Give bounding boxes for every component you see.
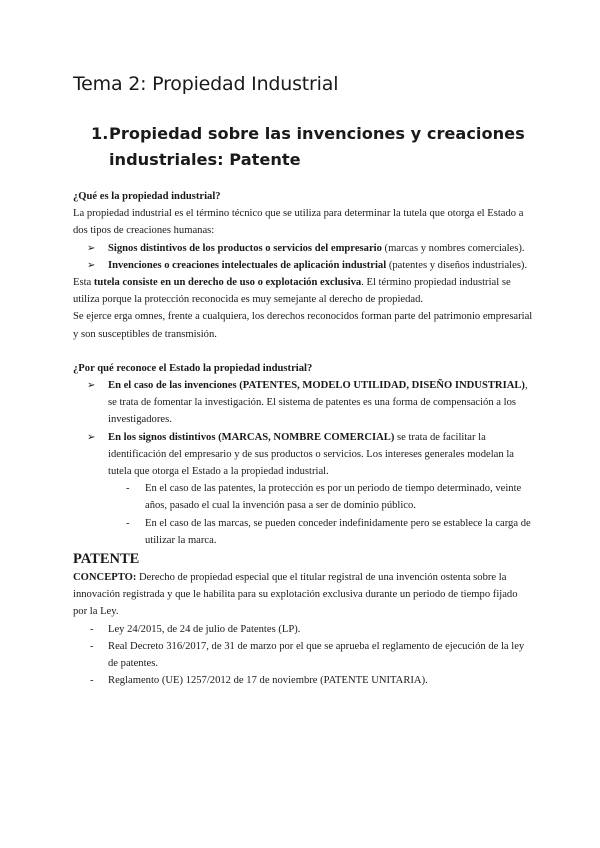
list-item bbox=[73, 257, 533, 274]
item-text: se trata de facilitar la identificación del empresario y de sus productos o servicios. Los intereses generales modelan la tutela que otorga el Estado a la propiedad industrial. bbox=[108, 431, 514, 478]
item-bold-text: En los signos distintivos (MARCAS, NOMBRE COMERCIAL) bbox=[108, 431, 395, 443]
arrow-bullet-icon: ➢ bbox=[87, 380, 96, 392]
list-item bbox=[73, 240, 533, 257]
item-text: En el caso de las marcas, se pueden conceder indefinidamente pero se establece la carga de utilizar la marca. bbox=[145, 517, 531, 546]
arrow-bullet-icon: ➢ bbox=[87, 259, 96, 271]
list-item bbox=[73, 429, 533, 481]
list-item bbox=[73, 480, 533, 514]
bold-run: tutela consiste en un derecho de uso o explotación exclusiva bbox=[93, 277, 362, 289]
document-body bbox=[73, 188, 533, 689]
q1-intro: La propiedad industrial es el término técnico que se utiliza para determinar la tutela que otorga el Estado a dos tipos de creaciones humanas: bbox=[73, 208, 524, 237]
section-title: Propiedad sobre las invenciones y creaciones industriales: Patente bbox=[109, 124, 525, 169]
item-bold-text: Invenciones o creaciones intelectuales de aplicación industrial bbox=[108, 259, 387, 271]
page-title: Tema 2: Propiedad Industrial bbox=[73, 73, 339, 95]
list-item bbox=[73, 515, 533, 549]
dash-bullet-icon: - bbox=[90, 640, 94, 652]
q1-list bbox=[73, 240, 533, 274]
item-text: (marcas y nombres comerciales). bbox=[381, 242, 525, 254]
q2-list bbox=[73, 377, 533, 480]
concept-label: CONCEPTO: bbox=[73, 572, 137, 584]
list-item bbox=[73, 377, 533, 429]
section-number: 1. bbox=[91, 124, 109, 143]
item-text: Ley 24/2015, de 24 de julio de Patentes (LP). bbox=[108, 623, 301, 635]
dash-bullet-icon: - bbox=[90, 675, 94, 687]
patente-concept bbox=[73, 569, 533, 621]
dash-bullet-icon: - bbox=[126, 483, 130, 495]
list-item bbox=[73, 621, 533, 638]
item-text: En el caso de las patentes, la protección es por un periodo de tiempo determinado, veinte años, pasado el cual la invención pasa a ser de dominio público. bbox=[145, 483, 522, 512]
patente-heading: PATENTE bbox=[73, 551, 140, 568]
section-heading bbox=[91, 121, 561, 173]
item-text: , se trata de fomentar la investigación. El sistema de patentes es una forma de compensación a los investigadores. bbox=[108, 380, 528, 426]
concept-text: Derecho de propiedad especial que el titular registral de una invención ostenta sobre la innovación registrada y que le habilita para su explotación exclusiva durante un periodo de tiempo fijado por la Ley. bbox=[73, 572, 518, 618]
item-bold-text: Signos distintivos de los productos o servicios del empresario bbox=[108, 242, 382, 254]
q2-sublist bbox=[73, 480, 533, 549]
item-text: (patentes y diseños industriales). bbox=[386, 259, 528, 271]
laws-list bbox=[73, 621, 533, 690]
item-text: Reglamento (UE) 1257/2012 de 17 de noviembre (PATENTE UNITARIA). bbox=[108, 675, 428, 687]
dash-bullet-icon: - bbox=[126, 517, 130, 529]
question-1: ¿Qué es la propiedad industrial? bbox=[73, 191, 221, 202]
text-run: . El término propiedad industrial se utiliza porque la protección reconocida es muy semejante al derecho de propiedad. bbox=[73, 277, 511, 306]
text-run: Esta bbox=[73, 277, 94, 289]
q1-paragraph-3: Se ejerce erga omnes, frente a cualquiera, los derechos reconocidos forman parte del patrimonio empresarial y son susceptibles de transmisión. bbox=[73, 311, 533, 340]
list-item bbox=[73, 672, 533, 689]
arrow-bullet-icon: ➢ bbox=[87, 431, 96, 443]
item-text: Real Decreto 316/2017, de 31 de marzo por el que se aprueba el reglamento de ejecución de la ley de patentes. bbox=[108, 640, 525, 670]
dash-bullet-icon: - bbox=[90, 623, 94, 635]
item-bold-text: En el caso de las invenciones (PATENTES, MODELO UTILIDAD, DISEÑO INDUSTRIAL) bbox=[108, 380, 525, 392]
list-item bbox=[73, 638, 533, 672]
q1-paragraph-2 bbox=[73, 274, 533, 308]
question-2: ¿Por qué reconoce el Estado la propiedad industrial? bbox=[73, 362, 313, 374]
arrow-bullet-icon: ➢ bbox=[87, 242, 96, 254]
